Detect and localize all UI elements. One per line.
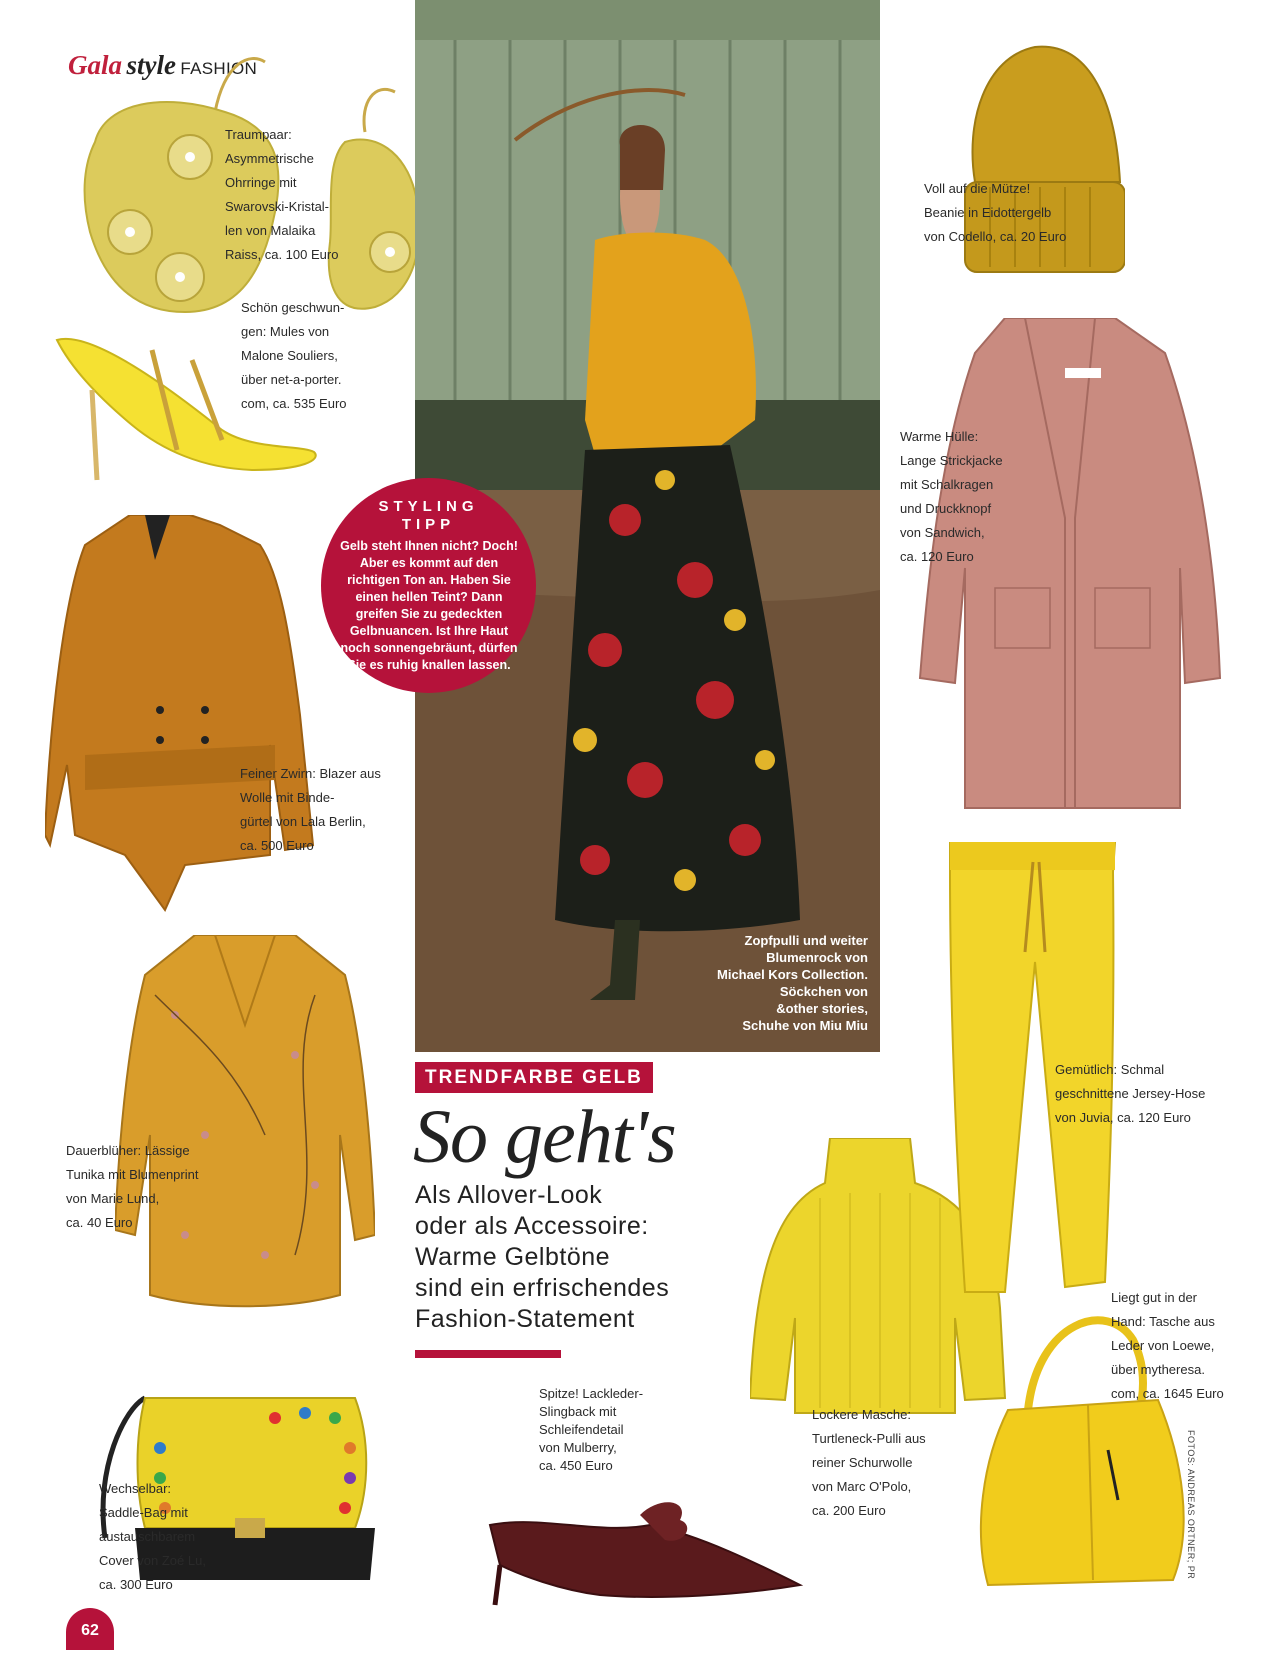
mules-caption: Schön geschwun- gen: Mules von Malone Souliers, über net-a-porter. com, ca. 535 Euro bbox=[241, 300, 347, 411]
turtleneck-caption: Lockere Masche: Turtleneck-Pulli aus reiner Schurwolle von Marc O'Polo, ca. 200 Euro bbox=[812, 1407, 926, 1518]
blazer-caption: Feiner Zwirn: Blazer aus Wolle mit Binde- gürtel von Lala Berlin, ca. 500 Euro bbox=[240, 766, 381, 853]
cardigan-caption: Warme Hülle: Lange Strickjacke mit Schalkragen und Druckknopf von Sandwich, ca. 120 Euro bbox=[900, 429, 1003, 564]
slingback-caption: Spitze! Lackleder- Slingback mit Schleifendetail von Mulberry, ca. 450 Euro bbox=[539, 1386, 644, 1473]
styling-tip-title: STYLING TIPP bbox=[378, 498, 479, 533]
handbag-caption: Liegt gut in der Hand: Tasche aus Leder von Loewe, über mytheresa. com, ca. 1645 Euro bbox=[1111, 1290, 1224, 1401]
beanie-caption: Voll auf die Mütze! Beanie in Eidottergelb von Codello, ca. 20 Euro bbox=[924, 181, 1067, 244]
saddle-bag-caption: Wechselbar: Saddle-Bag mit austauschbarem Cover von Zoé Lu, ca. 300 Euro bbox=[99, 1481, 206, 1592]
earrings-caption: Traumpaar: Asymmetrische Ohrringe mit Swarovski-Kristal- len von Malaika Raiss, ca. 100 Euro bbox=[225, 127, 339, 262]
section-script: style bbox=[126, 50, 176, 80]
page-number: 62 bbox=[66, 1608, 114, 1650]
tunic-caption: Dauerblüher: Lässige Tunika mit Blumenprint von Marie Lund, ca. 40 Euro bbox=[66, 1143, 199, 1230]
styling-tip-body: Gelb steht Ihnen nicht? Doch! Aber es kommt auf den richtigen Ton an. Haben Sie einen hellen Teint? Dann greifen Sie zu gedeckten Gelbnuancen. Ist Ihre Haut noch sonnengebräunt, dürfen Sie es ruhig knallen lassen. bbox=[340, 539, 518, 672]
tunic-image bbox=[115, 935, 375, 1315]
headline-dek: Als Allover-Look oder als Accessoire: Warme Gelbtöne sind ein erfrischendes Fashion-Statement bbox=[415, 1181, 670, 1333]
photo-caption: Zopfpulli und weiter Blumenrock von Michael Kors Collection. Söckchen von &other stories, Schuhe von Miu Miu bbox=[717, 933, 868, 1033]
headline-kicker: TRENDFARBE GELB bbox=[415, 1062, 653, 1093]
slingback-image bbox=[480, 1495, 810, 1615]
brand-logo: Gala bbox=[68, 50, 122, 80]
styling-tip-circle bbox=[321, 478, 536, 693]
trousers-caption: Gemütlich: Schmal geschnittene Jersey-Hose von Juvia, ca. 120 Euro bbox=[1055, 1062, 1206, 1125]
red-divider bbox=[415, 1350, 561, 1358]
headline-title: So geht's bbox=[413, 1095, 676, 1179]
photo-credit: FOTOS: ANDREAS ORTNER; PR bbox=[1186, 1430, 1196, 1580]
section-label: FASHION bbox=[180, 59, 258, 78]
blazer-image bbox=[45, 515, 315, 925]
